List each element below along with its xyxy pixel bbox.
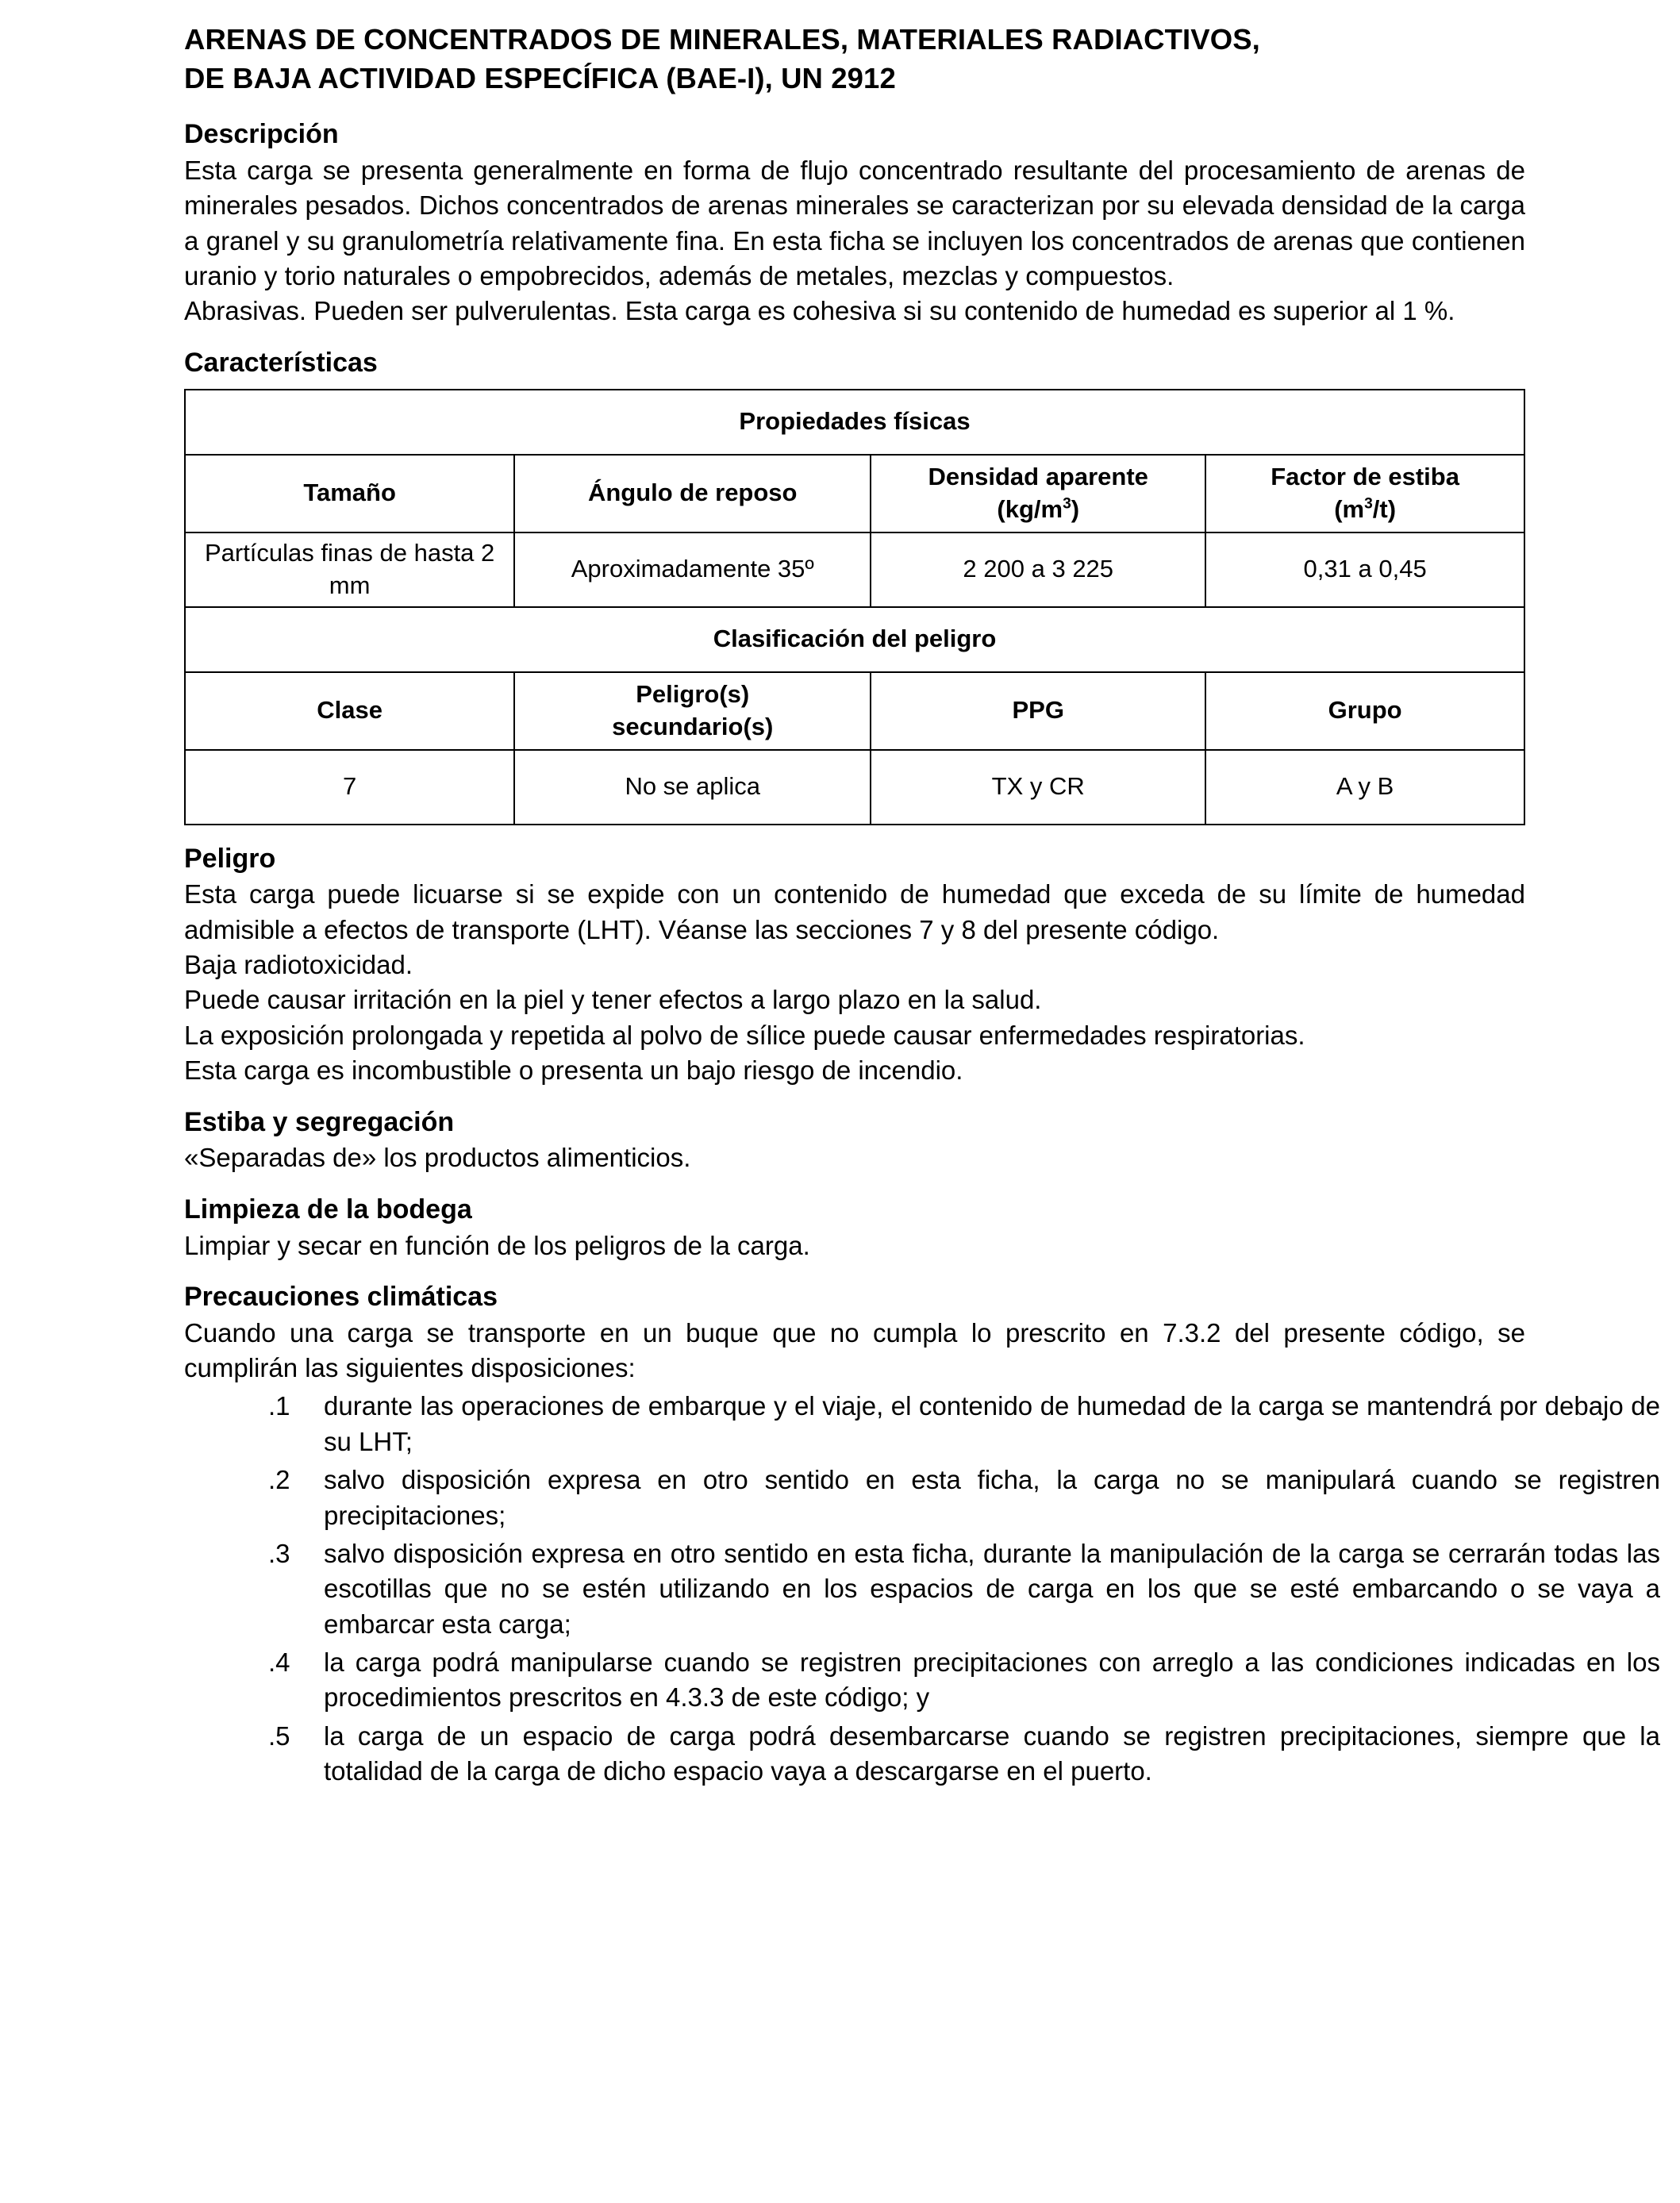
list-item-number: .1 — [268, 1391, 290, 1421]
section-heading-descripcion: Descripción — [184, 119, 339, 150]
list-item-text: durante las operaciones de embarque y el viaje, el contenido de humedad de la carga se mantendrá por debajo de su LHT; — [324, 1391, 1660, 1456]
peligro-paragraph-2: Baja radiotoxicidad. — [184, 950, 413, 980]
table-header-size: Tamaño — [185, 455, 514, 532]
table-header-row-hazard — [185, 672, 1524, 750]
stowage-unit-exponent: 3 — [1364, 495, 1373, 513]
table-row-physical-values — [185, 532, 1524, 607]
table-header-group: Grupo — [1205, 672, 1524, 750]
density-unit-prefix: (kg/m — [997, 494, 1063, 523]
table-header-stowage-factor-unit — [1334, 495, 1396, 523]
list-item — [184, 1536, 1660, 1642]
table-header-bulk-density-unit — [997, 495, 1079, 523]
precauciones-intro: Cuando una carga se transporte en un buque que no cumpla lo prescrito en 7.3.2 del presente código, se cumplirán las siguientes disposiciones: — [184, 1317, 1525, 1383]
section-heading-peligro: Peligro — [184, 843, 276, 874]
limpieza-paragraph-1: Limpiar y secar en función de los peligros de la carga. — [184, 1230, 810, 1260]
list-item — [184, 1389, 1660, 1459]
table-cell-size-value: Partículas finas de hasta 2 mm — [185, 532, 514, 607]
table-cell-secondary-hazard-value: No se aplica — [514, 750, 871, 825]
peligro-paragraph-3: Puede causar irritación en la piel y tener efectos a largo plazo en la salud. — [184, 985, 1042, 1015]
estiba-paragraph-1: «Separadas de» los productos alimenticios. — [184, 1143, 691, 1173]
descripcion-paragraph-2: Abrasivas. Pueden ser pulverulentas. Esta carga es cohesiva si su contenido de humedad es superior al 1 %. — [184, 296, 1455, 326]
table-cell-stowage-value: 0,31 a 0,45 — [1205, 532, 1524, 607]
stowage-unit-prefix: (m — [1334, 494, 1365, 523]
section-heading-precauciones-climaticas: Precauciones climáticas — [184, 1281, 498, 1312]
page-title-line-1: ARENAS DE CONCENTRADOS DE MINERALES, MATERIALES RADIACTIVOS, — [184, 23, 1260, 56]
table-header-class: Clase — [185, 672, 514, 750]
table-cell-angle-value: Aproximadamente 35º — [514, 532, 871, 607]
page-content — [184, 21, 1660, 1790]
stowage-unit-suffix: /t) — [1372, 494, 1397, 523]
list-item — [184, 1463, 1660, 1533]
table-header-secondary-hazard-line2: secundario(s) — [612, 712, 774, 740]
table-header-angle-of-repose: Ángulo de reposo — [514, 455, 871, 532]
list-item — [184, 1645, 1660, 1716]
characteristics-table-wrapper — [184, 389, 1525, 825]
list-item-number: .3 — [268, 1538, 290, 1568]
table-header-bulk-density-line1: Densidad aparente — [928, 463, 1148, 491]
table-header-stowage-factor-line1: Factor de estiba — [1271, 463, 1459, 491]
table-cell-group-value: A y B — [1205, 750, 1524, 825]
characteristics-table — [184, 389, 1525, 825]
list-item-number: .4 — [268, 1647, 290, 1678]
density-unit-exponent: 3 — [1063, 495, 1071, 513]
list-item-text: salvo disposición expresa en otro sentido en esta ficha, la carga no se manipulará cuando se registren precipitaciones; — [324, 1465, 1660, 1530]
peligro-paragraph-5: Esta carga es incombustible o presenta un bajo riesgo de incendio. — [184, 1055, 963, 1086]
precauciones-numbered-list — [184, 1389, 1660, 1789]
table-cell-ppg-value: TX y CR — [871, 750, 1205, 825]
table-header-row-physical — [185, 455, 1524, 532]
list-item — [184, 1719, 1660, 1790]
table-header-secondary-hazard-line1: Peligro(s) — [636, 680, 750, 709]
table-header-bulk-density — [871, 455, 1205, 532]
list-item-number: .5 — [268, 1720, 290, 1751]
page-title-line-2: DE BAJA ACTIVIDAD ESPECÍFICA (BAE-I), UN 2912 — [184, 61, 896, 94]
table-band-physical-properties-label: Propiedades físicas — [185, 390, 1524, 455]
peligro-paragraph-1: Esta carga puede licuarse si se expide con un contenido de humedad que exceda de su límite de humedad admisible a efectos de transporte (LHT). Véanse las secciones 7 y 8 del presente código. — [184, 879, 1525, 944]
section-heading-limpieza-de-la-bodega: Limpieza de la bodega — [184, 1194, 472, 1225]
table-header-stowage-factor — [1205, 455, 1524, 532]
list-item-text: la carga podrá manipularse cuando se registren precipitaciones con arreglo a las condiciones indicadas en los procedimientos prescritos en 4.3.3 de este código; y — [324, 1647, 1660, 1713]
table-row-hazard-values — [185, 750, 1524, 825]
table-header-secondary-hazard — [514, 672, 871, 750]
peligro-paragraph-4: La exposición prolongada y repetida al polvo de sílice puede causar enfermedades respiratorias. — [184, 1020, 1305, 1050]
list-item-text: salvo disposición expresa en otro sentido en esta ficha, durante la manipulación de la carga se cerrarán todas las escotillas que no se estén utilizando en los espacios de carga en los que se esté embarcando o se vaya a embarcar esta carga; — [324, 1538, 1660, 1639]
table-band-hazard-classification-label: Clasificación del peligro — [185, 607, 1524, 672]
table-cell-density-value: 2 200 a 3 225 — [871, 532, 1205, 607]
table-header-ppg: PPG — [871, 672, 1205, 750]
descripcion-paragraph-1: Esta carga se presenta generalmente en forma de flujo concentrado resultante del procesamiento de arenas de minerales pesados. Dichos concentrados de arenas minerales se caracterizan por su elevada densidad de la carga a granel y su granulometría relativamente fina. En esta ficha se incluyen los concentrados de arenas que contienen uranio y torio naturales o empobrecidos, además de metales, mezclas y compuestos. — [184, 155, 1525, 290]
list-item-number: .2 — [268, 1465, 290, 1495]
table-band-physical-properties — [185, 390, 1524, 455]
table-band-hazard-classification — [185, 607, 1524, 672]
section-heading-caracteristicas: Características — [184, 347, 378, 378]
list-item-text: la carga de un espacio de carga podrá desembarcarse cuando se registren precipitaciones, siempre que la totalidad de la carga de dicho espacio vaya a descargarse en el puerto. — [324, 1720, 1660, 1786]
page-title — [184, 21, 1533, 98]
table-cell-class-value: 7 — [185, 750, 514, 825]
section-heading-estiba-y-segregacion: Estiba y segregación — [184, 1106, 455, 1137]
density-unit-suffix: ) — [1071, 494, 1080, 523]
